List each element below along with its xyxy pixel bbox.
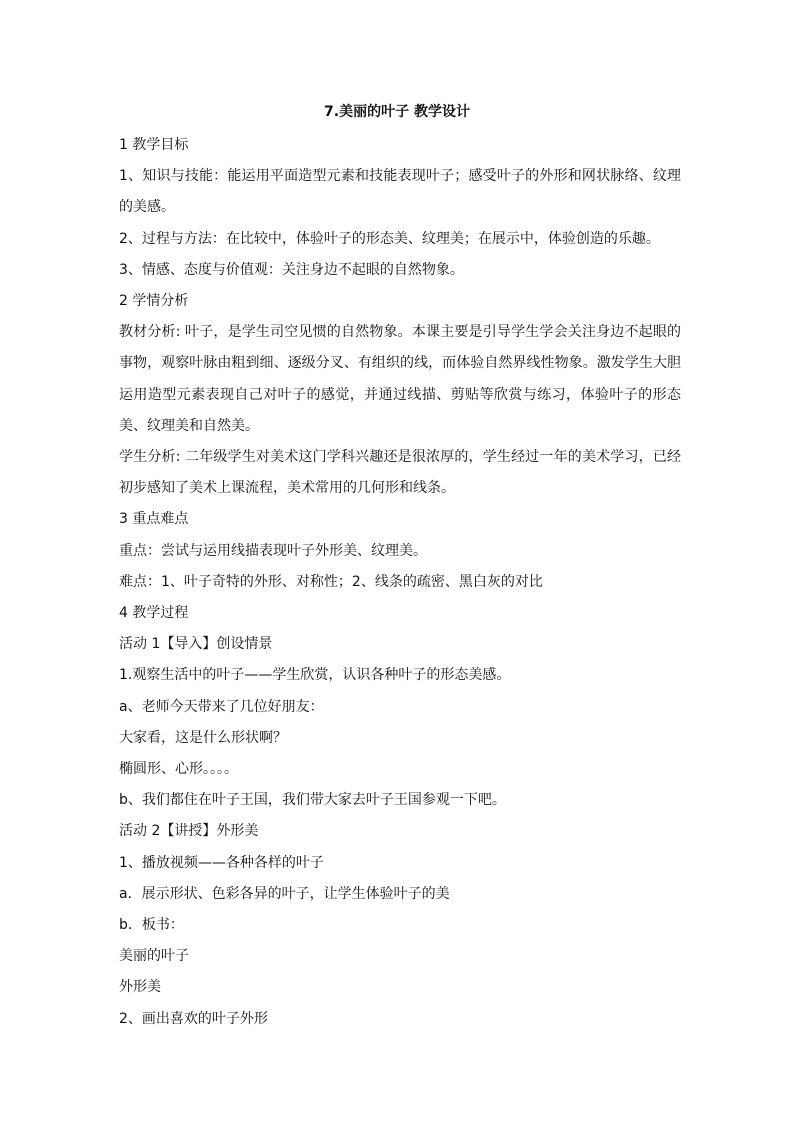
heading-key-difficult-points: 3 重点难点 — [119, 511, 189, 528]
paragraph-draw-leaf: 2、画出喜欢的叶子外形 — [119, 1010, 268, 1027]
paragraph-play-video: 1、播放视频——各种各样的叶子 — [119, 854, 324, 871]
paragraph-board-subtitle: 外形美 — [119, 979, 161, 996]
paragraph-key-point: 重点：尝试与运用线描表现叶子外形美、纹理美。 — [119, 542, 427, 559]
heading-activity-2: 活动 2【讲授】外形美 — [119, 823, 259, 840]
paragraph-knowledge-skills: 1、知识与技能：能运用平面造型元素和技能表现叶子；感受叶子的外形和网状脉络、纹理的美感。 — [119, 168, 681, 216]
heading-teaching-process: 4 教学过程 — [119, 605, 189, 622]
paragraph-shapes-answer: 椭圆形、心形。。。。 — [119, 761, 238, 778]
paragraph-leaf-kingdom: b、我们都住在叶子王国，我们带大家去叶子王国参观一下吧。 — [119, 792, 506, 809]
paragraph-process-method: 2、过程与方法：在比较中，体验叶子的形态美、纹理美；在展示中，体验创造的乐趣。 — [119, 230, 660, 247]
paragraph-teacher-friends: a、老师今天带来了几位好朋友： — [119, 698, 324, 715]
paragraph-student-analysis: 学生分析: 二年级学生对美术这门学科兴趣还是很浓厚的，学生经过一年的美术学习，已经初步感知了美术上课流程，美术常用的几何形和线条。 — [119, 449, 681, 497]
document-body — [119, 130, 681, 1035]
paragraph-observe-leaves: 1.观察生活中的叶子——学生欣赏，认识各种叶子的形态美感。 — [119, 667, 511, 684]
heading-activity-1: 活动 1【导入】创设情景 — [119, 636, 273, 653]
heading-teaching-goals: 1 教学目标 — [119, 137, 189, 153]
paragraph-textbook-analysis: 教材分析: 叶子，是学生司空见惯的自然物象。本课主要是引导学生学会关注身边不起眼的事物，观察叶脉由粗到细、逐级分叉、有组织的线，而体验自然界线性物象。激发学生大胆运用造型元素表现自己对叶子的感觉，并通过线描、剪贴等欣赏与练习，体验叶子的形态美、纹理美和自然美。 — [119, 324, 681, 434]
heading-learning-analysis: 2 学情分析 — [119, 293, 189, 310]
paragraph-difficult-point: 难点：1、叶子奇特的外形、对称性；2、线条的疏密、黑白灰的对比 — [119, 573, 543, 590]
paragraph-show-leaves: a．展示形状、色彩各异的叶子，让学生体验叶子的美 — [119, 885, 450, 902]
paragraph-board-title: 美丽的叶子 — [119, 948, 189, 965]
paragraph-question-shape: 大家看，这是什么形状啊？ — [119, 729, 287, 746]
paragraph-board-writing: b．板书： — [119, 917, 184, 934]
paragraph-emotion-attitude: 3、情感、态度与价值观：关注身边不起眼的自然物象。 — [119, 261, 464, 278]
document-title: 7.美丽的叶子 教学设计 — [324, 104, 470, 120]
